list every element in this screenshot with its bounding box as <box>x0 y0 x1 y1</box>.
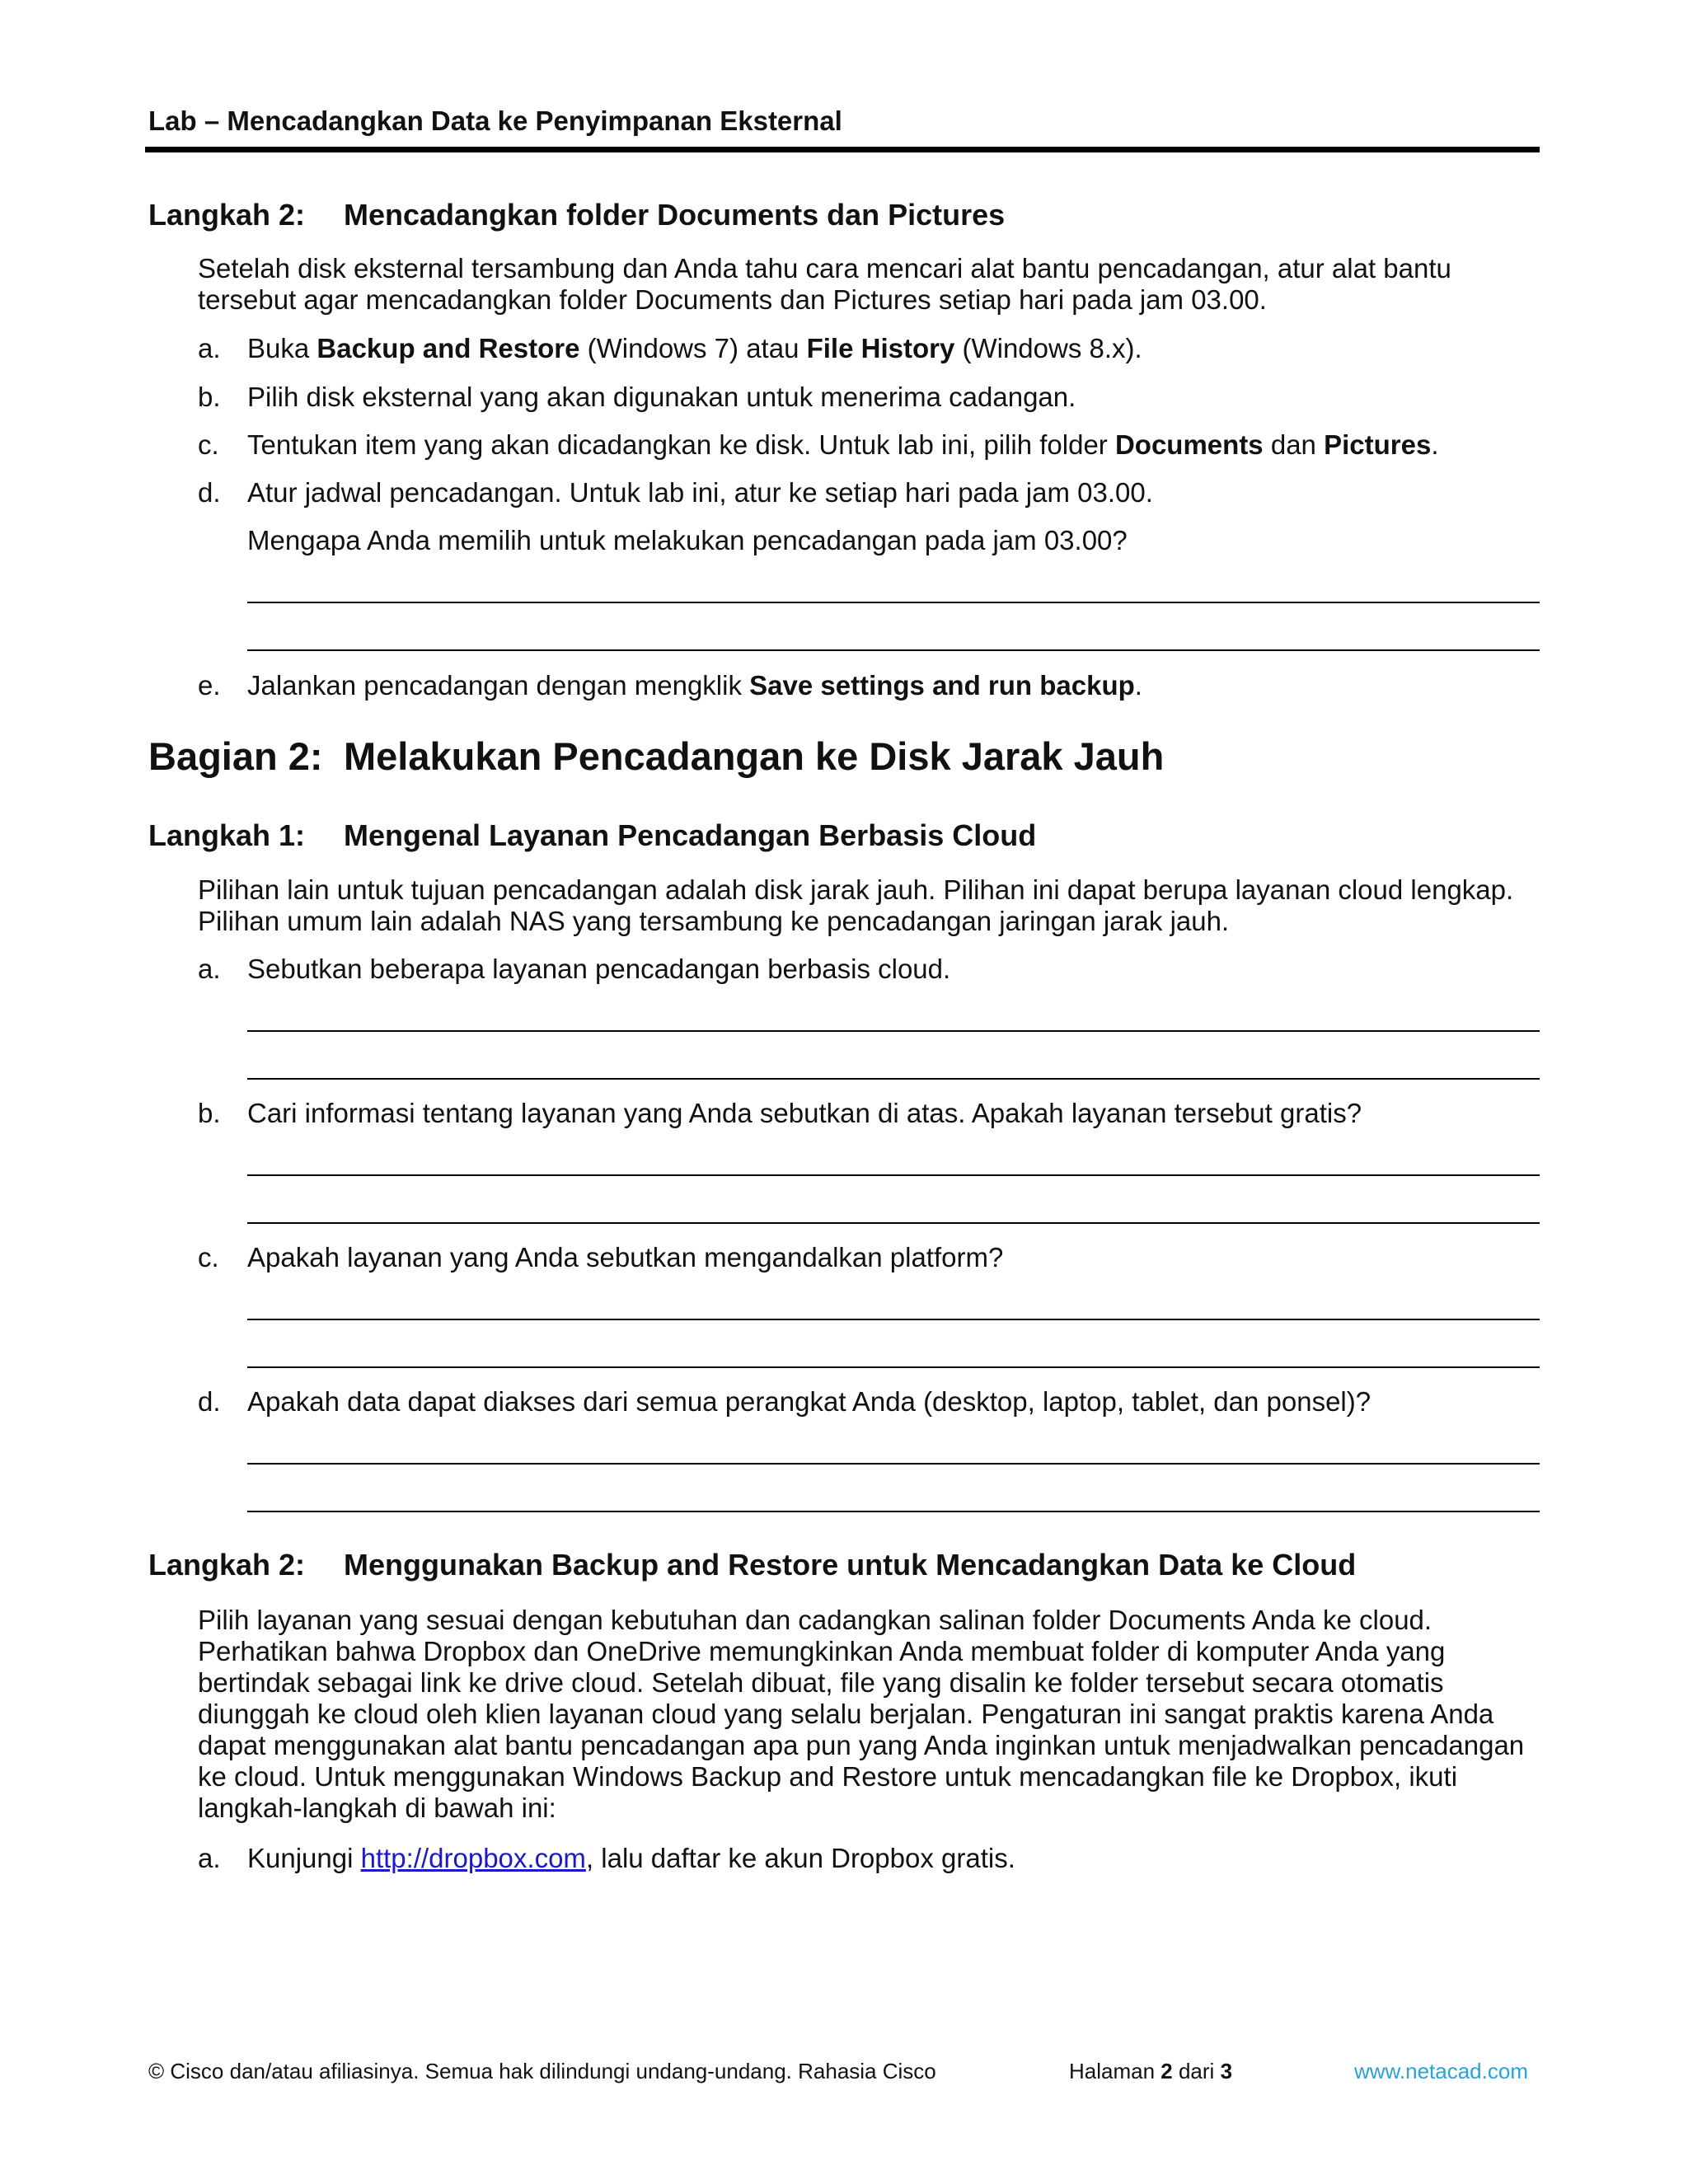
list-item: b. Pilih disk eksternal yang akan digunakan untuk menerima cadangan. <box>198 382 1076 412</box>
answer-line[interactable] <box>247 1078 1540 1080</box>
list-item: d. Apakah data dapat diakses dari semua perangkat Anda (desktop, laptop, tablet, dan ponsel)? <box>198 1386 1372 1417</box>
step-title: Menggunakan Backup and Restore untuk Mencadangkan Data ke Cloud <box>344 1548 1357 1582</box>
step-title: Mengenal Layanan Pencadangan Berbasis Cloud <box>344 818 1037 852</box>
step-intro: Pilihan lain untuk tujuan pencadangan adalah disk jarak jauh. Pilihan ini dapat berupa layanan cloud lengkap. Pilihan umum lain adalah NAS yang tersambung ke pencadangan jaringan jarak jauh. <box>198 874 1514 936</box>
answer-line[interactable] <box>247 649 1540 651</box>
answer-line[interactable] <box>247 1174 1540 1176</box>
footer-url-link[interactable]: www.netacad.com <box>1354 2059 1528 2083</box>
list-item: c. Tentukan item yang akan dicadangkan ke disk. Untuk lab ini, pilih folder Documents dan Pictures. <box>198 429 1439 460</box>
list-item: a. Sebutkan beberapa layanan pencadangan berbasis cloud. <box>198 954 951 984</box>
list-item: a. Buka Backup and Restore (Windows 7) atau File History (Windows 8.x). <box>198 333 1142 363</box>
dropbox-link[interactable]: http://dropbox.com <box>360 1843 586 1873</box>
step-number: Langkah 2: <box>148 1548 306 1582</box>
answer-line[interactable] <box>247 1463 1540 1465</box>
list-item: c. Apakah layanan yang Anda sebutkan mengandalkan platform? <box>198 1242 1004 1272</box>
answer-line[interactable] <box>247 602 1540 603</box>
list-item: a. Kunjungi http://dropbox.com, lalu daftar ke akun Dropbox gratis. <box>198 1843 1015 1873</box>
step-heading <box>148 818 1036 853</box>
answer-line[interactable] <box>247 1366 1540 1368</box>
footer-copyright: © Cisco dan/atau afiliasinya. Semua hak dilindungi undang-undang. Rahasia Cisco <box>148 2059 936 2083</box>
answer-line[interactable] <box>247 1319 1540 1320</box>
answer-line[interactable] <box>247 1030 1540 1032</box>
footer-page-number: Halaman 2 dari 3 <box>1069 2059 1233 2083</box>
list-item: b. Cari informasi tentang layanan yang Anda sebutkan di atas. Apakah layanan tersebut gratis? <box>198 1098 1362 1128</box>
list-item: d. Atur jadwal pencadangan. Untuk lab ini, atur ke setiap hari pada jam 03.00. <box>198 477 1153 508</box>
answer-line[interactable] <box>247 1222 1540 1224</box>
part-heading <box>148 733 1164 779</box>
page-header-title: Lab – Mencadangkan Data ke Penyimpanan Eksternal <box>148 105 842 136</box>
step-heading <box>148 198 1005 232</box>
part-title: Melakukan Pencadangan ke Disk Jarak Jauh <box>344 734 1165 778</box>
step-heading <box>148 1548 1356 1582</box>
part-number: Bagian 2: <box>148 734 323 778</box>
step-intro: Pilih layanan yang sesuai dengan kebutuhan dan cadangkan salinan folder Documents Anda ke cloud. Perhatikan bahwa Dropbox dan OneDrive memungkinkan Anda membuat folder di komputer Anda yang bertindak sebagai link ke drive cloud. Setelah dibuat, file yang disalin ke folder tersebut secara otomatis diunggah ke cloud oleh klien layanan cloud yang selalu berjalan. Pengaturan ini sangat praktis karena Anda dapat menggunakan alat bantu pencadangan apa pun yang Anda inginkan untuk menjadwalkan pencadangan ke cloud. Untuk menggunakan Windows Backup and Restore untuk mencadangkan file ke Dropbox, ikuti langkah-langkah di bawah ini: <box>198 1605 1525 1823</box>
step-number: Langkah 1: <box>148 818 306 852</box>
answer-line[interactable] <box>247 1511 1540 1512</box>
list-item: e. Jalankan pencadangan dengan mengklik Save settings and run backup. <box>198 670 1142 701</box>
header-rule <box>145 147 1540 152</box>
question-text: Mengapa Anda memilih untuk melakukan pencadangan pada jam 03.00? <box>247 525 1128 555</box>
step-title: Mencadangkan folder Documents dan Pictures <box>344 198 1006 232</box>
step-number: Langkah 2: <box>148 198 306 232</box>
step-intro: Setelah disk eksternal tersambung dan Anda tahu cara mencari alat bantu pencadangan, atur alat bantu tersebut agar mencadangkan folder Documents dan Pictures setiap hari pada jam 03.00. <box>198 253 1451 315</box>
